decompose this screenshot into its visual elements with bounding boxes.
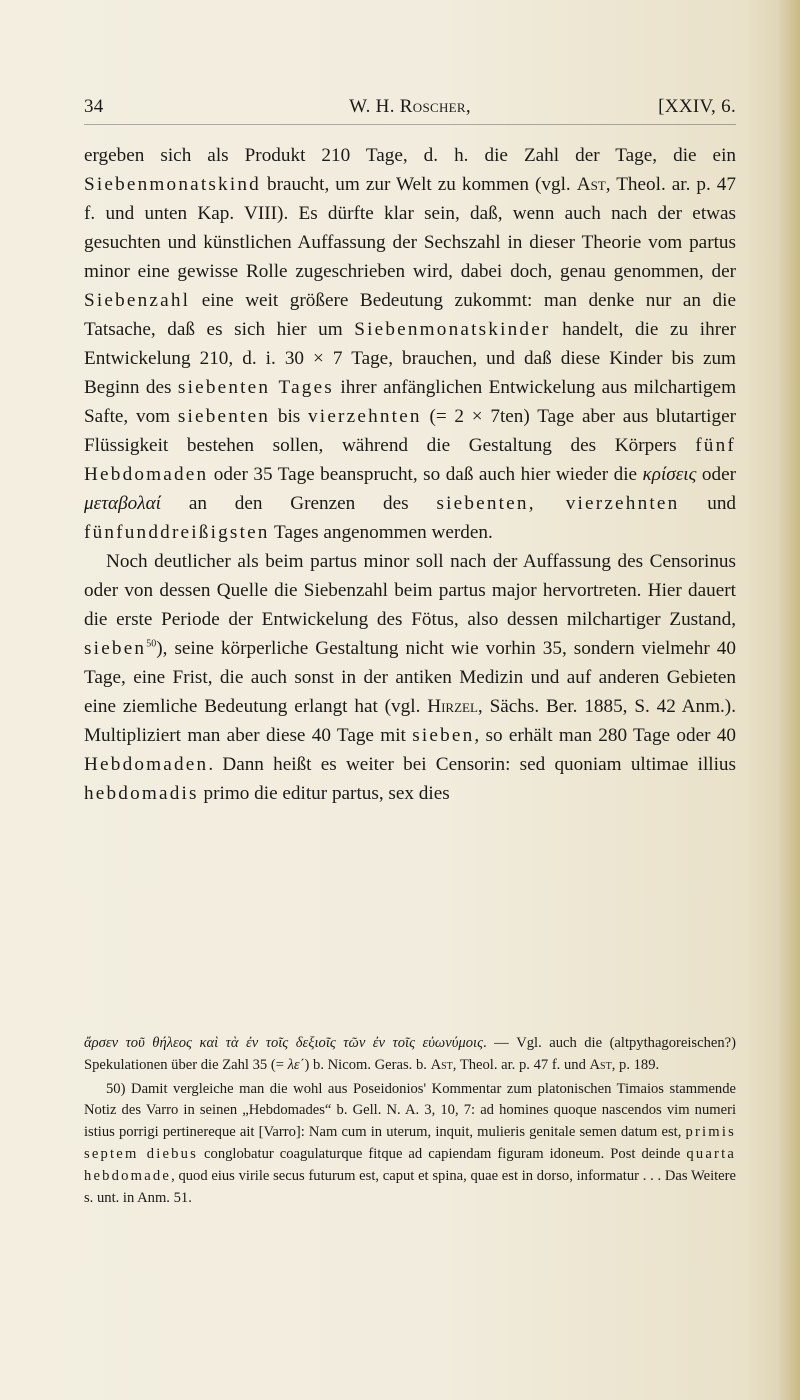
page-edge-shadow [778, 0, 800, 1400]
footnote-50: 50) Damit vergleiche man die wohl aus Poseidonios' Kommentar zum platonischen Timaios stammende Notiz des Varro in seinen „Hebdomades“ b. Gell. N. A. 3, 10, 7: ad homines quoque nascendos vim numeri istius porrigi pertinereque ait [Varro]: Nam cum in uterum, inquit, mulieris genitale semen datum est, primis septem diebus conglobatur coagulaturque fitque ad capiendam figuram idoneum. Post deinde quarta hebdomade, quod eius virile secus futurum est, caput et spina, quae est in dorso, informatur . . . Das Weitere s. unt. in Anm. 51. [84, 1080, 737, 1206]
footnote-number: 50) [106, 1080, 126, 1097]
footnote-ref[interactable]: 50 [146, 638, 157, 650]
running-header [84, 96, 736, 120]
header-rule [84, 124, 736, 125]
footnote-continued: ἄρσεν τοῦ θήλεος καὶ τὰ ἐν τοῖς δεξιοῖς τῶν ἐν τοῖς εὐωνύμοις. — Vgl. auch die (altpythagoreischen?) Spekulationen über die Zahl 35 (= λε΄) b. Nicom. Geras. b. Ast, Theol. ar. p. 47 f. und Ast, p. 189. [84, 1035, 736, 1073]
main-text [84, 141, 736, 808]
footnotes [84, 1033, 736, 1211]
paragraph-1: ergeben sich als Produkt 210 Tage, d. h. die Zahl der Tage, die ein Siebenmonatskind braucht, um zur Welt zu kommen (vgl. Ast, Theol. ar. p. 47 f. und unten Kap. VIII). Es dürfte klar sein, daß, wenn auch nach der etwas gesuchten und künstlichen Auffassung der Sechszahl in dieser Theorie vom partus minor eine gewisse Rolle zugeschrieben wird, dabei doch, genau genommen, der Siebenzahl eine weit größere Bedeutung zukommt: man denke nur an die Tatsache, daß es sich hier um Siebenmonatskinder handelt, die zu ihrer Entwickelung 210, d. i. 30 × 7 Tage, brauchen, und daß diese Kinder bis zum Beginn des siebenten Tages ihrer anfänglichen Entwickelung aus milchartigem Safte, vom siebenten bis vierzehnten (= 2 × 7ten) Tage aber aus blutartiger Flüssigkeit bestehen sollen, während die Gestaltung des Körpers fünf Hebdomaden oder 35 Tage beansprucht, so daß auch hier wieder die κρίσεις oder μεταβολαί an den Grenzen des siebenten, vierzehnten und fünfunddreißigsten Tages angenommen werden. [84, 145, 736, 543]
page-number: 34 [84, 96, 104, 117]
running-title: W. H. Roscher, [349, 96, 471, 117]
section-reference: [XXIV, 6. [658, 96, 736, 117]
paragraph-2: Noch deutlicher als beim partus minor soll nach der Auffassung des Censorinus oder von dessen Quelle die Siebenzahl beim partus major hervortreten. Hier dauert die erste Periode der Entwickelung des Fötus, also dessen milchartiger Zustand, sieben$^{50}$), seine körperliche Gestaltung nicht wie vorhin 35, sondern vielmehr 40 Tage, eine Frist, die auch sonst in der antiken Medizin und auf anderen Gebieten eine ziemliche Bedeutung erlangt hat (vgl. Hirzel, Sächs. Ber. 1885, S. 42 Anm.). Multipliziert man aber diese 40 Tage mit sieben, so erhält man 280 Tage oder 40 Hebdomaden. Dann heißt es weiter bei Censorin: sed quoniam ultimae illius hebdomadis primo die editur partus, sex dies [84, 551, 736, 804]
